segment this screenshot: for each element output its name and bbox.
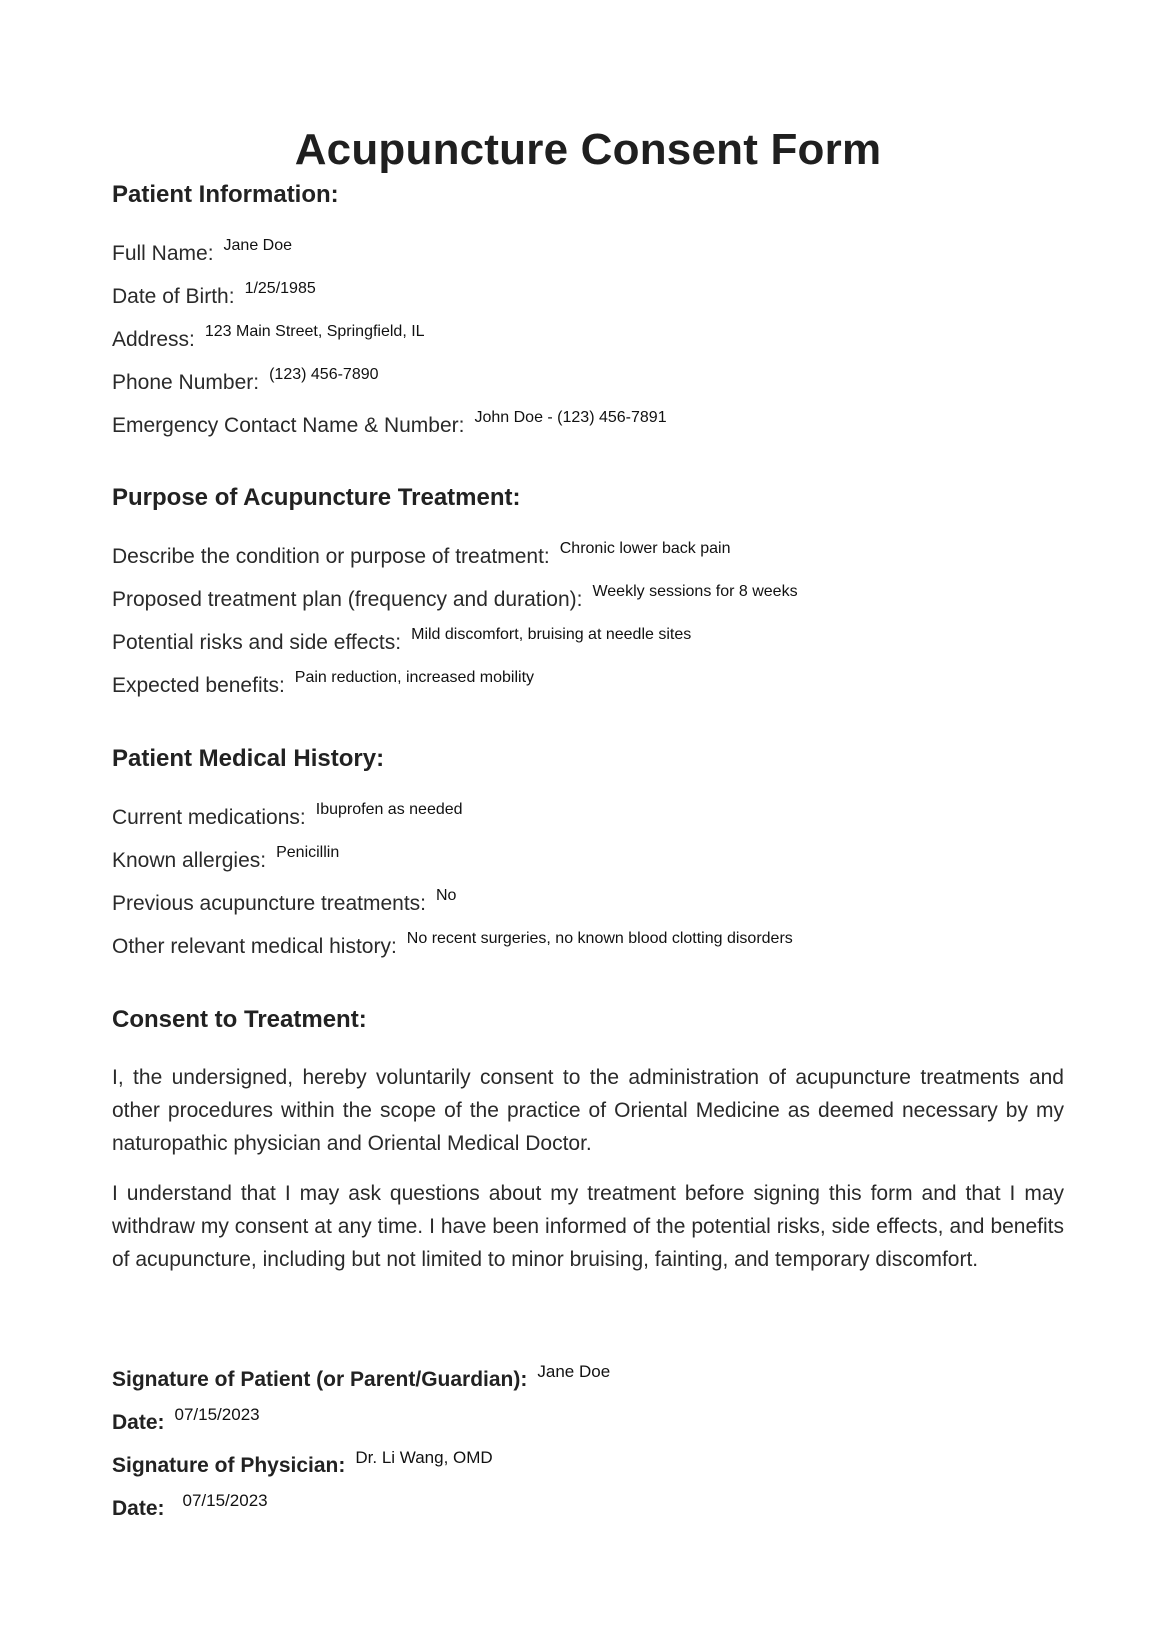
signature-section — [112, 1358, 1064, 1530]
section-heading: Patient Medical History: — [112, 745, 385, 772]
condition-row — [112, 535, 1064, 578]
risks-field[interactable]: Mild discomfort, bruising at needle sites — [411, 626, 692, 643]
patient-signature-row — [112, 1358, 1064, 1401]
field-label: Current medications: — [112, 806, 306, 829]
patient-signature-field[interactable]: Jane Doe — [537, 1362, 611, 1381]
field-label: Potential risks and side effects: — [112, 631, 402, 654]
field-label: Known allergies: — [112, 849, 267, 872]
page-title: Acupuncture Consent Form — [294, 125, 882, 175]
physician-signature-row — [112, 1444, 1064, 1487]
physician-signature-field[interactable]: Dr. Li Wang, OMD — [355, 1448, 493, 1467]
medical-history-section — [112, 744, 1064, 968]
field-label: Address: — [112, 328, 195, 351]
section-heading: Purpose of Acupuncture Treatment: — [112, 484, 521, 511]
previous-treatments-row — [112, 882, 1064, 925]
field-label: Other relevant medical history: — [112, 935, 397, 958]
treatment-plan-row — [112, 578, 1064, 621]
benefits-field[interactable]: Pain reduction, increased mobility — [294, 669, 535, 686]
date-label: Date: — [112, 1411, 165, 1434]
benefits-row — [112, 664, 1064, 707]
signature-label: Signature of Patient (or Parent/Guardian): — [112, 1368, 528, 1391]
physician-date-row — [112, 1487, 1064, 1530]
section-heading: Consent to Treatment: — [112, 1006, 367, 1033]
consent-section — [112, 1005, 1064, 1293]
date-of-birth-row — [112, 275, 1064, 318]
field-label: Full Name: — [112, 242, 214, 265]
date-of-birth-field[interactable]: 1/25/1985 — [244, 280, 316, 297]
physician-date-field[interactable]: 07/15/2023 — [182, 1491, 268, 1510]
field-label: Describe the condition or purpose of treatment: — [112, 545, 550, 568]
phone-number-row — [112, 361, 1064, 404]
allergies-field[interactable]: Penicillin — [276, 844, 340, 861]
field-label: Emergency Contact Name & Number: — [112, 414, 465, 437]
medications-field[interactable]: Ibuprofen as needed — [315, 801, 463, 818]
treatment-plan-field[interactable]: Weekly sessions for 8 weeks — [592, 583, 798, 600]
address-field[interactable]: 123 Main Street, Springfield, IL — [204, 323, 425, 340]
other-history-field[interactable]: No recent surgeries, no known blood clotting disorders — [406, 930, 793, 947]
address-row — [112, 318, 1064, 361]
full-name-row — [112, 232, 1064, 275]
condition-field[interactable]: Chronic lower back pain — [559, 540, 731, 557]
consent-paragraph: I, the undersigned, hereby voluntarily consent to the administration of acupuncture treatments and other procedures within the scope of the practice of Oriental Medicine as deemed necessary by my naturopathic physician and Oriental Medical Doctor. — [112, 1066, 1064, 1155]
emergency-contact-row — [112, 404, 1064, 447]
purpose-section — [112, 483, 1064, 707]
patient-information-section — [112, 180, 1064, 447]
field-label: Phone Number: — [112, 371, 260, 394]
field-label: Date of Birth: — [112, 285, 235, 308]
section-heading: Patient Information: — [112, 181, 339, 208]
signature-label: Signature of Physician: — [112, 1454, 346, 1477]
medications-row — [112, 796, 1064, 839]
patient-date-row — [112, 1401, 1064, 1444]
full-name-field[interactable]: Jane Doe — [223, 237, 293, 254]
field-label: Expected benefits: — [112, 674, 285, 697]
field-label: Proposed treatment plan (frequency and duration): — [112, 588, 583, 611]
phone-number-field[interactable]: (123) 456-7890 — [269, 366, 379, 383]
field-label: Previous acupuncture treatments: — [112, 892, 426, 915]
patient-date-field[interactable]: 07/15/2023 — [174, 1405, 260, 1424]
other-history-row — [112, 925, 1064, 968]
previous-treatments-field[interactable]: No — [436, 887, 457, 904]
emergency-contact-field[interactable]: John Doe - (123) 456-7891 — [474, 409, 667, 426]
risks-row — [112, 621, 1064, 664]
date-label: Date: — [112, 1497, 165, 1520]
consent-paragraph: I understand that I may ask questions about my treatment before signing this form and that I may withdraw my consent at any time. I have been informed of the potential risks, side effects, and benefits of acupuncture, including but not limited to minor bruising, fainting, and temporary discomfort. — [112, 1182, 1064, 1271]
allergies-row — [112, 839, 1064, 882]
